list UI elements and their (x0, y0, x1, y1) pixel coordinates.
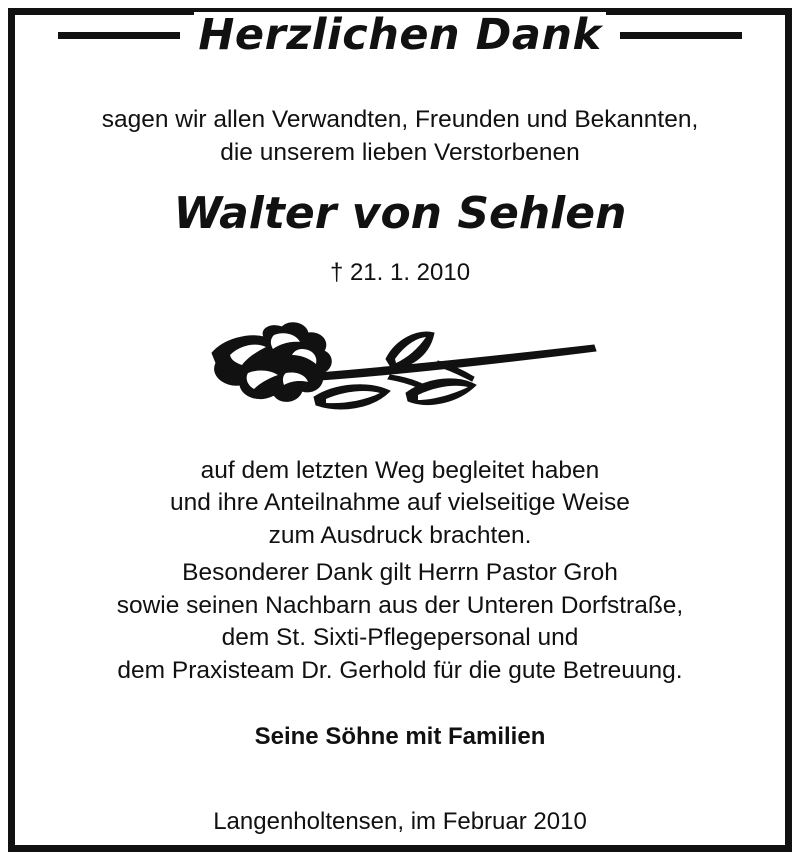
special-thanks-line-1: Besonderer Dank gilt Herrn Pastor Groh (182, 559, 618, 586)
page-title: Herzlichen Dank (194, 12, 605, 59)
card-content (30, 10, 770, 835)
gratitude-line-1: auf dem letzten Weg begleitet haben (200, 457, 600, 484)
special-thanks-line-2: sowie seinen Nachbarn aus der Unteren Dorfstraße, (116, 591, 684, 619)
intro-text (30, 104, 770, 170)
special-thanks-line-3: dem St. Sixti-Pflegepersonal und (221, 624, 579, 652)
intro-line-2: die unserem lieben Verstorbenen (220, 138, 580, 166)
special-thanks-text (30, 557, 770, 687)
intro-line-1: sagen wir allen Verwandten, Freunden und Bekannten, (101, 106, 699, 133)
rose-icon (30, 312, 770, 432)
special-thanks-line-4: dem Praxisteam Dr. Gerhold für die gute Betreuung. (117, 656, 683, 684)
heading-rule-left (58, 32, 180, 39)
heading-row (30, 12, 770, 59)
heading-rule-right (620, 32, 742, 39)
gratitude-line-2: und ihre Anteilnahme auf vielseitige Weise (170, 489, 630, 517)
place-and-date: Langenholtensen, im Februar 2010 (213, 808, 587, 835)
mourning-border (8, 8, 792, 852)
death-date: † 21. 1. 2010 (329, 259, 471, 286)
gratitude-line-3: zum Ausdruck brachten. (268, 521, 532, 549)
deceased-name: Walter von Sehlen (173, 188, 627, 239)
signature-line: Seine Söhne mit Familien (254, 723, 546, 750)
gratitude-text (30, 455, 770, 552)
